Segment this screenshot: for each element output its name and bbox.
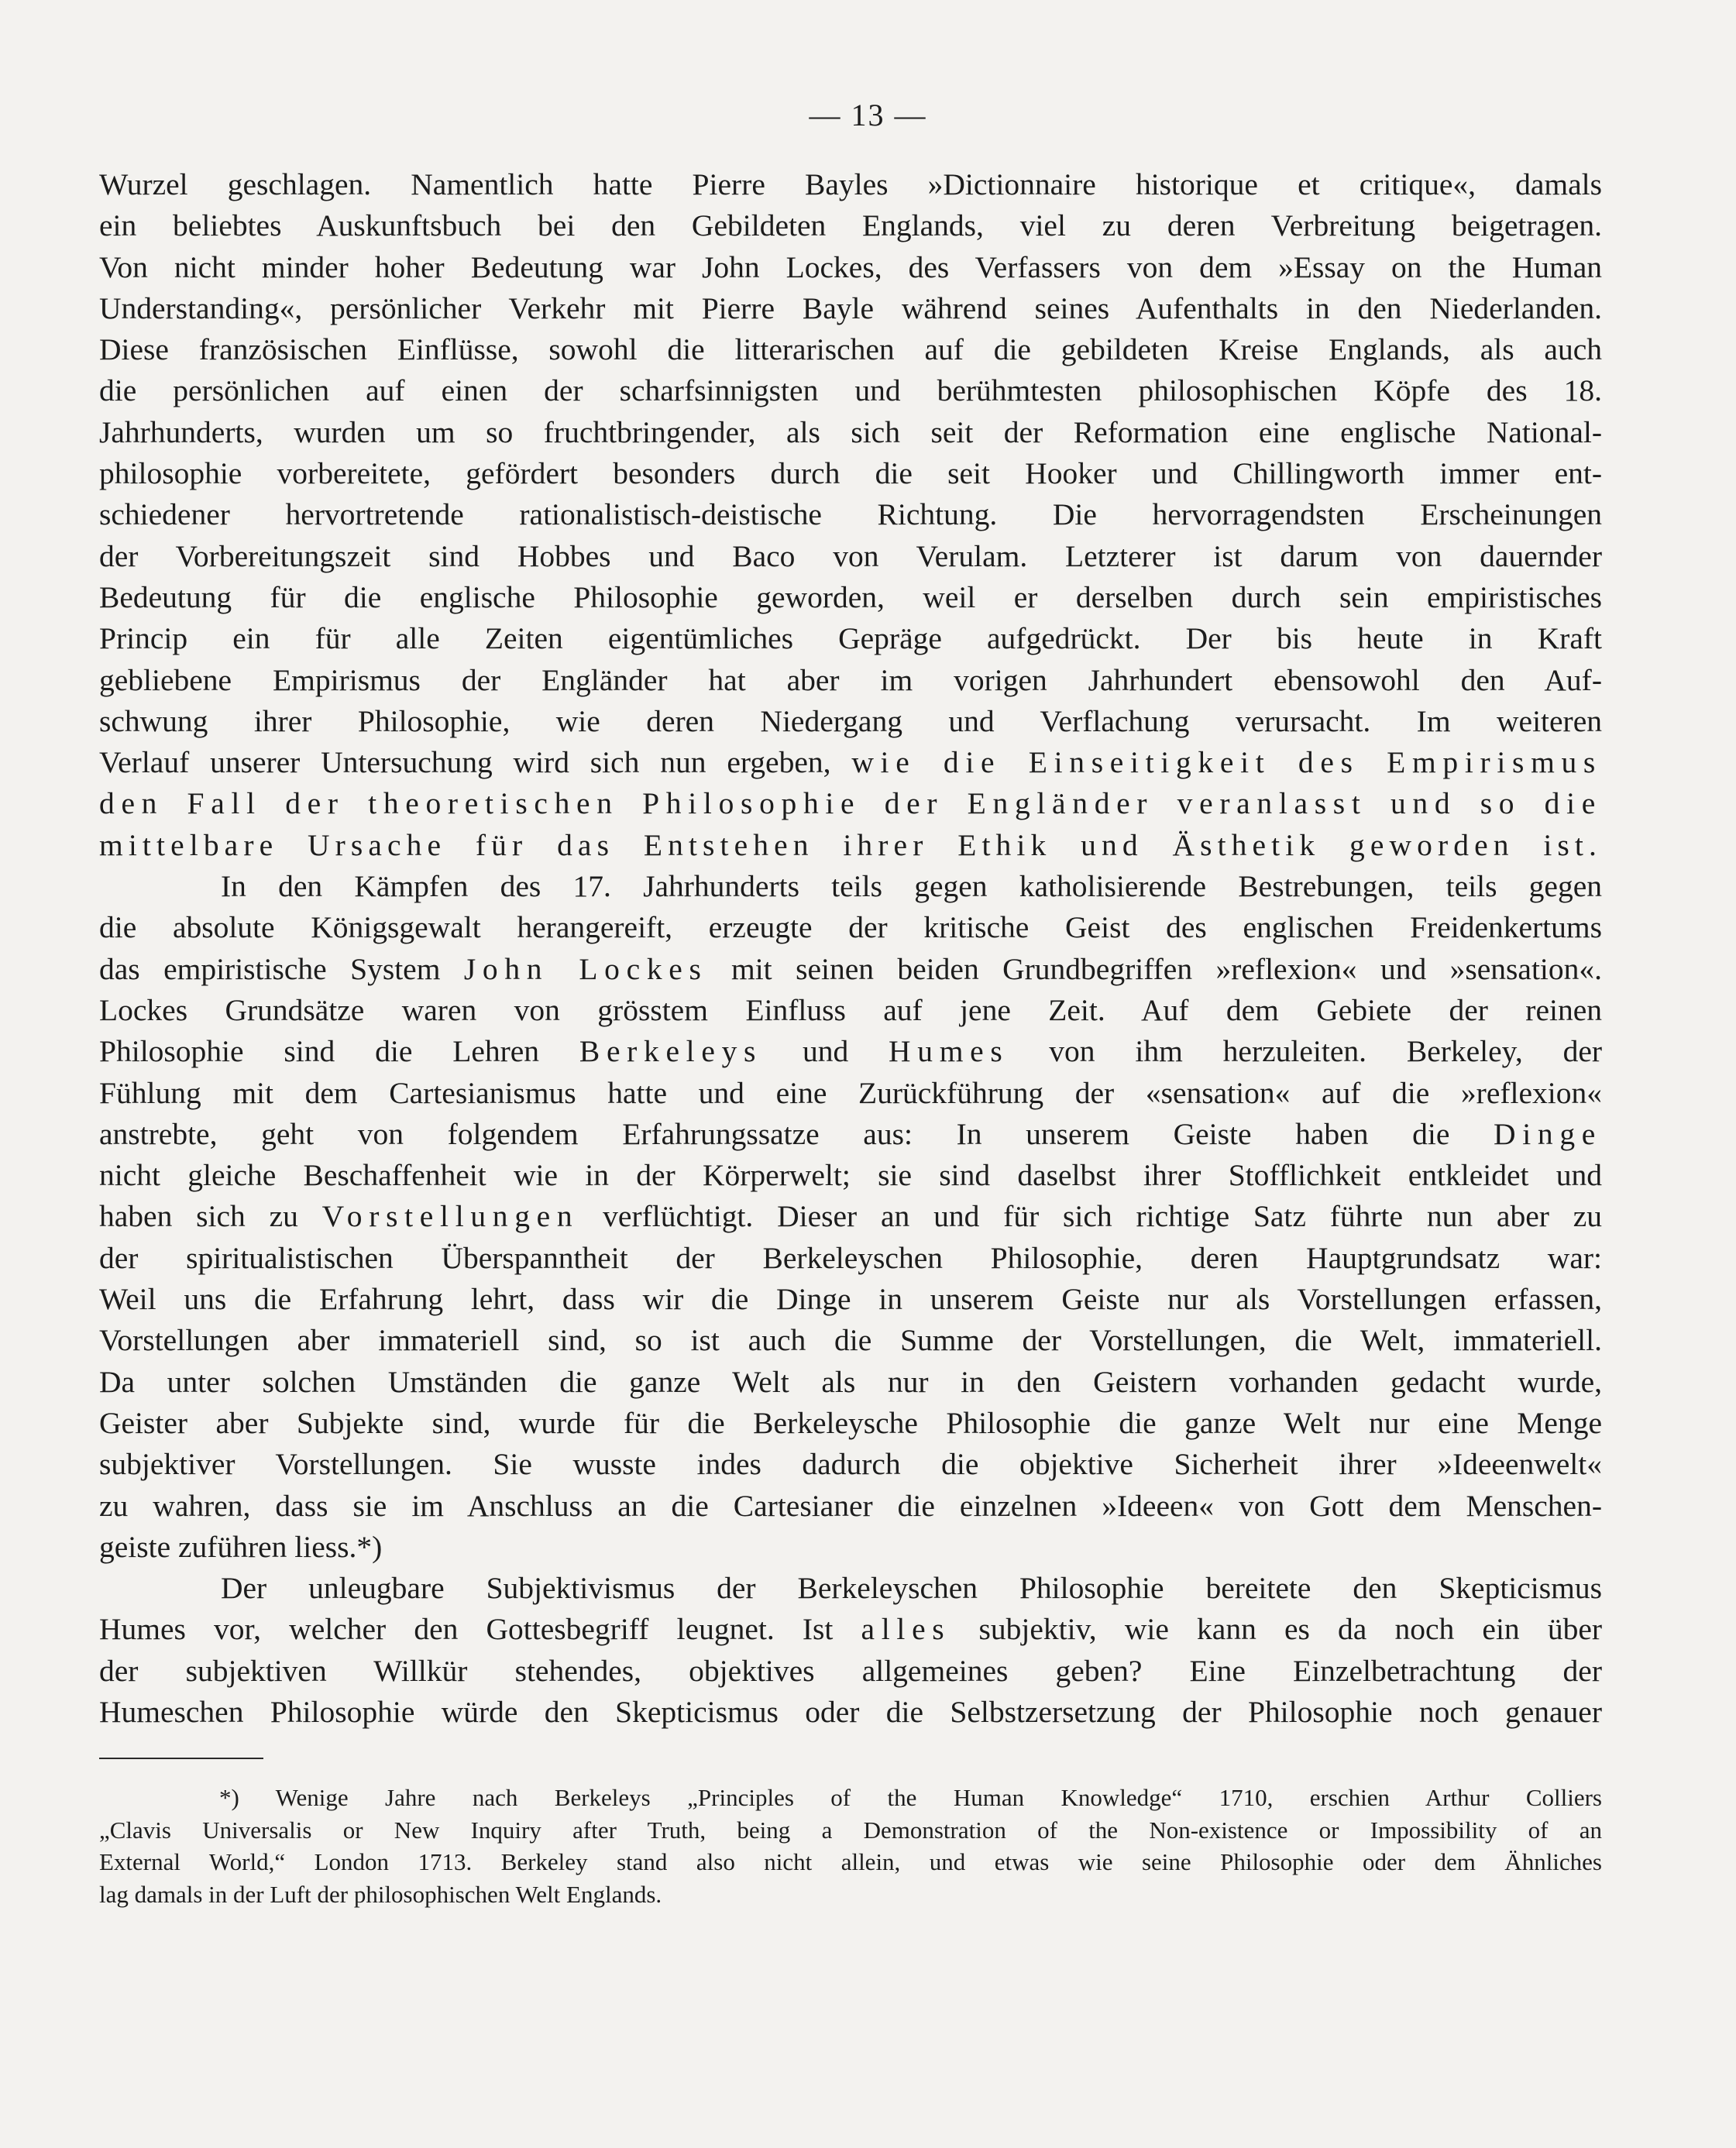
text-line: Wurzel geschlagen. Namentlich hatte Pierre Bayles »Dictionnaire historique et critique«, damals bbox=[99, 167, 1602, 201]
text-line bbox=[99, 1031, 1602, 1072]
spaced-emphasis: Dinge bbox=[1494, 1116, 1602, 1151]
plain-text: Humes vor, welcher den Gottesbegriff leugnet. Ist bbox=[99, 1612, 834, 1647]
text-line bbox=[99, 949, 1602, 990]
text-line: die persönlichen auf einen der scharfsinnigsten und berühmtesten philosophischen Köpfe des 18. bbox=[99, 373, 1602, 408]
page-number: — 13 — bbox=[809, 98, 927, 132]
text-line: Diese französischen Einflüsse, sowohl die litterarischen auf die gebildeten Kreise Englands, als auch bbox=[99, 332, 1602, 367]
plain-text: subjektiv, wie kann es da noch ein über bbox=[978, 1612, 1603, 1647]
plain-text: das empiristische System bbox=[99, 951, 441, 986]
plain-text: von ihm herzuleiten. Berkeley, der bbox=[1049, 1034, 1603, 1069]
text-line: Lockes Grundsätze waren von grösstem Einfluss auf jene Zeit. Auf dem Gebiete der reinen bbox=[99, 992, 1602, 1027]
text-line: Weil uns die Erfahrung lehrt, dass wir die Dinge in unserem Geiste nur als Vorstellungen erfassen, bbox=[99, 1282, 1602, 1317]
footnote-line: „Clavis Universalis or New Inquiry after Truth, being a Demonstration of the Non-existence or Impossibility of an bbox=[99, 1816, 1602, 1844]
footnote-line: lag damals in der Luft der philosophischen Welt Englands. bbox=[99, 1880, 662, 1908]
spaced-emphasis: wie die Einseitigkeit des Empirismus bbox=[851, 745, 1602, 780]
text-line: philosophie vorbereitete, gefördert besonders durch die seit Hooker und Chillingworth immer ent- bbox=[99, 456, 1602, 491]
text-line: Princip ein für alle Zeiten eigentümliches Gepräge aufgedrückt. Der bis heute in Kraft bbox=[99, 621, 1602, 656]
footnote-line: *) Wenige Jahre nach Berkeleys „Principles of the Human Knowledge“ 1710, erschien Arthur Colliers bbox=[219, 1784, 1602, 1811]
spaced-emphasis-line: den Fall der theoretischen Philosophie der Engländer veranlasst und so die bbox=[99, 786, 1602, 821]
text-line: Jahrhunderts, wurden um so fruchtbringender, als sich seit der Reformation eine englische National- bbox=[99, 414, 1602, 449]
spaced-emphasis: John Lockes bbox=[463, 951, 708, 986]
text-line: schiedener hervortretende rationalistisch-deistische Richtung. Die hervorragendsten Erscheinungen bbox=[99, 497, 1602, 532]
text-line: Vorstellungen aber immateriell sind, so ist auch die Summe der Vorstellungen, die Welt, immateriell. bbox=[99, 1323, 1602, 1358]
text-line: nicht gleiche Beschaffenheit wie in der Körperwelt; sie sind daselbst ihrer Stofflichkeit entkleidet und bbox=[99, 1158, 1602, 1193]
text-line bbox=[99, 1196, 1602, 1237]
text-line: der Vorbereitungszeit sind Hobbes und Baco von Verulam. Letzterer ist darum von dauernder bbox=[99, 538, 1602, 573]
spaced-emphasis: alles bbox=[861, 1612, 951, 1647]
text-line: ein beliebtes Auskunftsbuch bei den Gebildeten Englands, viel zu deren Verbreitung beigetragen. bbox=[99, 208, 1602, 243]
text-line: Da unter solchen Umständen die ganze Welt als nur in den Geistern vorhanden gedacht wurde, bbox=[99, 1364, 1602, 1399]
text-line: Bedeutung für die englische Philosophie geworden, weil er derselben durch sein empiristisches bbox=[99, 579, 1602, 614]
footnote-divider bbox=[99, 1758, 263, 1759]
plain-text: anstrebte, geht von folgendem Erfahrungssatze aus: In unserem Geiste haben die bbox=[99, 1116, 1450, 1151]
text-line: gebliebene Empirismus der Engländer hat aber im vorigen Jahrhundert ebensowohl den Auf- bbox=[99, 662, 1602, 697]
footnote bbox=[99, 1782, 1602, 1910]
text-line: die absolute Königsgewalt herangereift, erzeugte der kritische Geist des englischen Freidenkertums bbox=[99, 910, 1602, 945]
footnote-line: External World,“ London 1713. Berkeley stand also nicht allein, und etwas wie seine Philosophie oder dem Ähnliches bbox=[99, 1848, 1602, 1875]
text-line: Der unleugbare Subjektivismus der Berkeleyschen Philosophie bereitete den Skepticismus bbox=[221, 1571, 1602, 1606]
text-line: der subjektiven Willkür stehendes, objektives allgemeines geben? Eine Einzelbetrachtung der bbox=[99, 1653, 1602, 1688]
spaced-emphasis: Humes bbox=[889, 1034, 1009, 1069]
text-line bbox=[99, 1114, 1602, 1155]
plain-text: haben sich zu bbox=[99, 1199, 298, 1234]
text-line: subjektiver Vorstellungen. Sie wusste indes dadurch die objektive Sicherheit ihrer »Ideeenwelt« bbox=[99, 1447, 1602, 1482]
text-line: In den Kämpfen des 17. Jahrhunderts teils gegen katholisierende Bestrebungen, teils gegen bbox=[221, 869, 1602, 904]
text-line: der spiritualistischen Überspanntheit der Berkeleyschen Philosophie, deren Hauptgrundsatz war: bbox=[99, 1240, 1602, 1275]
text-line: Geister aber Subjekte sind, wurde für die Berkeleysche Philosophie die ganze Welt nur eine Menge bbox=[99, 1405, 1602, 1440]
body-text bbox=[99, 164, 1602, 1733]
text-line bbox=[99, 1609, 1602, 1650]
text-line bbox=[99, 742, 1602, 783]
plain-text: und bbox=[802, 1034, 849, 1069]
text-line: Humeschen Philosophie würde den Skepticismus oder die Selbstzersetzung der Philosophie noch genauer bbox=[99, 1694, 1602, 1729]
spaced-emphasis-line: mittelbare Ursache für das Entstehen ihrer Ethik und Ästhetik geworden ist. bbox=[99, 827, 1602, 862]
plain-text: mit seinen beiden Grundbegriffen »reflexion« und »sensation«. bbox=[730, 951, 1603, 986]
plain-text: Philosophie sind die Lehren bbox=[99, 1034, 540, 1069]
plain-text: Verlauf unserer Untersuchung wird sich nun ergeben, bbox=[99, 745, 831, 780]
spaced-emphasis: Berkeleys bbox=[579, 1034, 763, 1069]
text-line: Von nicht minder hoher Bedeutung war John Lockes, des Verfassers von dem »Essay on the Human bbox=[99, 249, 1602, 284]
spaced-emphasis: Vorstellungen bbox=[321, 1199, 579, 1234]
text-line: zu wahren, dass sie im Anschluss an die Cartesianer die einzelnen »Ideeen« von Gott dem Menschen- bbox=[99, 1488, 1602, 1523]
text-line: geiste zuführen liess.*) bbox=[99, 1529, 383, 1564]
plain-text: verflüchtigt. Dieser an und für sich richtige Satz führte nun aber zu bbox=[603, 1199, 1602, 1234]
text-line: Understanding«, persönlicher Verkehr mit Pierre Bayle während seines Aufenthalts in den Niederlanden. bbox=[99, 290, 1602, 325]
text-line: Fühlung mit dem Cartesianismus hatte und eine Zurückführung der «sensation« auf die »reflexion« bbox=[99, 1075, 1602, 1110]
text-line: schwung ihrer Philosophie, wie deren Niedergang und Verflachung verursacht. Im weiteren bbox=[99, 703, 1602, 738]
